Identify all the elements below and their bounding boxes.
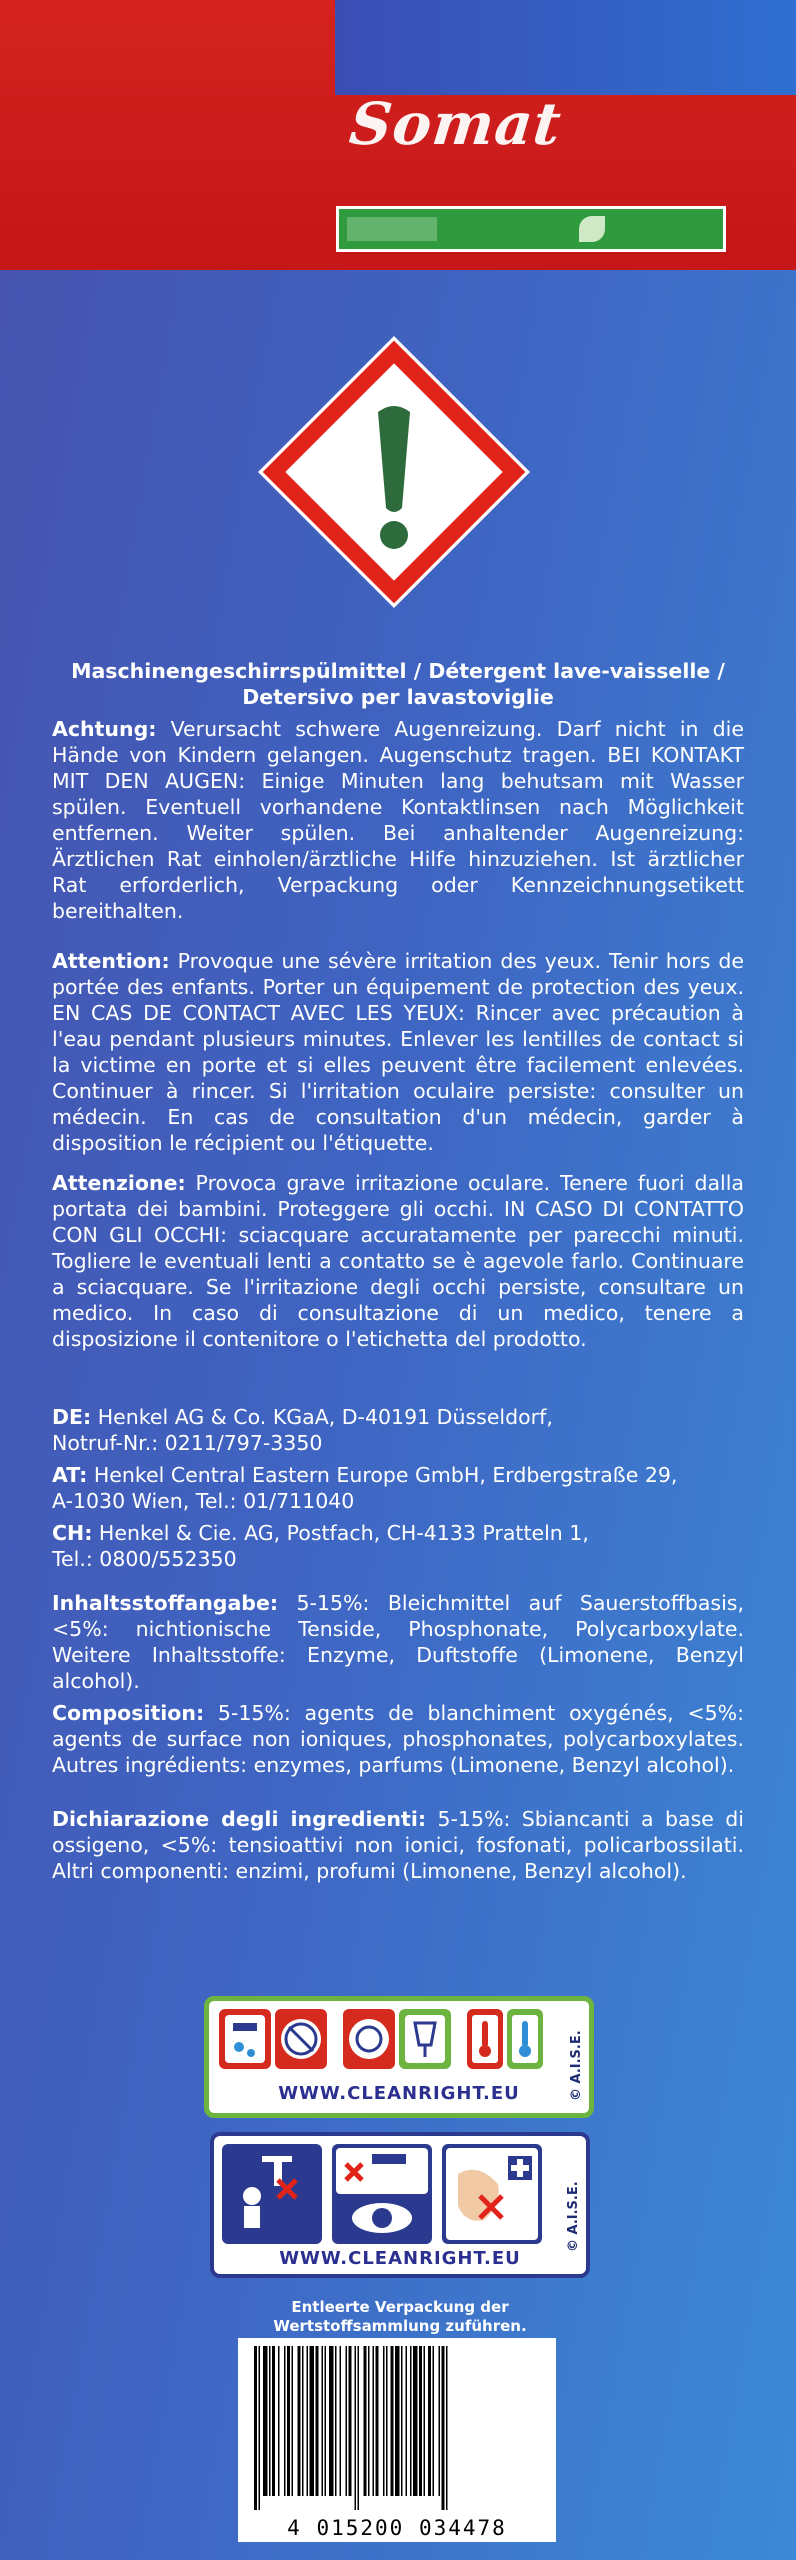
- address-de: [52, 1404, 744, 1456]
- barcode-bar: [335, 2346, 337, 2496]
- barcode-bar: [310, 2346, 315, 2496]
- barcode-bar: [340, 2346, 342, 2496]
- barcode-bar: [413, 2346, 418, 2496]
- ingredients-fr: [52, 1700, 744, 1778]
- barcode-bar: [292, 2346, 294, 2496]
- address-at-line2: A-1030 Wien, Tel.: 01/711040: [52, 1489, 355, 1513]
- ingredients-it: [52, 1806, 744, 1884]
- ingredients-de-text: 5-15%: Bleichmittel auf Sauerstoffbasis, <5%: nichtionische Tenside, Phosphonate, Polycarboxylate. Weitere Inhaltsstoffe: Enzyme, Duftstoffe (Limonene, Benzyl alcohol).: [52, 1591, 744, 1693]
- warning-de-label: Achtung:: [52, 717, 157, 741]
- leaf-icon: [579, 216, 605, 242]
- cleanright-usage-icons: [219, 2009, 549, 2071]
- cleanright-url-top: WWW.CLEANRIGHT.EU: [278, 2083, 520, 2104]
- address-de-line2: Notruf-Nr.: 0211/797-3350: [52, 1431, 323, 1455]
- temperature-low-icon: [507, 2009, 543, 2069]
- barcode-bar: [322, 2346, 324, 2496]
- warning-de: [52, 716, 744, 924]
- ingredients-fr-label: Composition:: [52, 1701, 205, 1725]
- glassware-icon: [399, 2009, 451, 2069]
- ingredients-it-label: Dichiarazione degli ingredienti:: [52, 1807, 427, 1831]
- cleanright-safety-box: [210, 2132, 590, 2278]
- barcode-bar: [346, 2346, 348, 2496]
- ingredients-it-text: 5-15%: Sbiancanti a base di ossigeno, <5%: tensioattivi non ionici, fosfonati, policarbossilati. Altri componenti: enzimi, profumi (Limonene, Benzyl alcohol).: [52, 1807, 744, 1883]
- barcode-bar: [395, 2346, 400, 2496]
- address-de-line1: Henkel AG & Co. KGaA, D-40191 Düsseldorf,: [91, 1405, 553, 1429]
- barcode-bar: [259, 2346, 261, 2510]
- barcode-bar: [254, 2346, 257, 2510]
- barcode-bar: [439, 2346, 441, 2496]
- product-title: Maschinengeschirrspülmittel / Détergent lave-vaisselle / Detersivo per lavastoviglie: [71, 659, 725, 709]
- top-blue-area: [335, 0, 796, 95]
- barcode-bar: [325, 2346, 327, 2496]
- barcode-bar: [383, 2346, 385, 2496]
- barcode-bar: [307, 2346, 309, 2496]
- barcode-bar: [278, 2346, 280, 2496]
- barcode-bar: [376, 2346, 379, 2496]
- barcode-digits: 4 015200 034478: [287, 2516, 507, 2540]
- barcode-bar: [391, 2346, 394, 2496]
- ingredients-de: [52, 1590, 744, 1694]
- brand-logo: Somat: [346, 90, 565, 158]
- barcode-bar: [329, 2346, 334, 2496]
- warning-it-text: Provoca grave irritazione oculare. Tenere fuori dalla portata dei bambini. Proteggere gli occhi. IN CASO DI CONTATTO CON GLI OCCHI: sciacquare accuratamente per parecchi minuti. Togliere le eventuali lenti a contatto se è agevole farlo. Continuare a sciacquare. Se l'irritazione degli occhi persiste, consultare un medico. In caso di consultazione di un medico, tenere a disposizione il contenitore o l'etichetta del prodotto.: [52, 1171, 744, 1351]
- address-at-label: AT:: [52, 1463, 88, 1487]
- dosing-icon: [219, 2009, 271, 2069]
- barcode-bar: [373, 2346, 375, 2496]
- address-ch-label: CH:: [52, 1521, 93, 1545]
- cleanright-safety-icons: [222, 2144, 542, 2244]
- warning-fr-label: Attention:: [52, 949, 170, 973]
- barcode-bar: [386, 2346, 388, 2496]
- aise-copyright-bottom: © A.I.S.E.: [566, 2181, 581, 2252]
- barcode-bar: [401, 2346, 403, 2496]
- barcode-bar: [428, 2346, 431, 2496]
- barcode-bar: [433, 2346, 435, 2496]
- barcode-bar: [355, 2346, 357, 2510]
- barcode-bar: [406, 2346, 408, 2496]
- ingredients-fr-text: 5-15%: agents de blanchiment oxygénés, <5%: agents de surface non ioniques, phosphonates, polycarboxylates. Autres ingrédients: enzymes, parfums (Limonene, Benzyl alcohol).: [52, 1701, 744, 1777]
- barcode-bar: [284, 2346, 286, 2496]
- barcode-bar: [298, 2346, 301, 2496]
- cleanright-url-bottom: WWW.CLEANRIGHT.EU: [279, 2248, 521, 2269]
- barcode-bar: [263, 2346, 268, 2496]
- barcode-bar: [269, 2346, 271, 2496]
- barcode-bars: [250, 2346, 544, 2510]
- avoid-eye-contact-icon: [332, 2144, 432, 2244]
- aise-copyright-top: © A.I.S.E.: [569, 2030, 584, 2101]
- warning-fr: [52, 948, 744, 1156]
- address-ch: [52, 1520, 744, 1572]
- barcode-bar: [349, 2346, 352, 2496]
- barcode-bar: [316, 2346, 319, 2496]
- recycling-strip: [336, 206, 726, 252]
- package-top-band: [0, 0, 796, 270]
- crockery-icon: [343, 2009, 395, 2069]
- warning-fr-text: Provoque une sévère irritation des yeux. Tenir hors de portée des enfants. Porter un équipement de protection des yeux. EN CAS DE CONTACT AVEC LES YEUX: Rincer avec précaution à l'eau pendant plusieurs minutes. Enlever les lentilles de contact si la victime en porte et si elles peuvent être facilement enlevées. Continuer à rincer. Si l'irritation oculaire persiste: consulter un médecin. En cas de consultation d'un médecin, garder à disposition le récipient ou l'étiquette.: [52, 949, 744, 1155]
- address-de-label: DE:: [52, 1405, 92, 1429]
- cleanright-usage-box: [204, 1996, 594, 2118]
- barcode-bar: [419, 2346, 422, 2496]
- barcode-bar: [302, 2346, 304, 2496]
- temperature-high-icon: [467, 2009, 503, 2069]
- barcode-bar: [368, 2346, 370, 2496]
- disposal-line1: Entleerte Verpackung der: [291, 2298, 509, 2316]
- barcode-bar: [272, 2346, 275, 2496]
- address-ch-line2: Tel.: 0800/552350: [52, 1547, 237, 1571]
- disposal-line2: Wertstoffsammlung zuführen.: [273, 2317, 527, 2335]
- ghs-exclamation-hazard-icon: [252, 330, 536, 614]
- barcode-bar: [287, 2346, 290, 2496]
- address-at: [52, 1462, 744, 1514]
- barcode-bar: [424, 2346, 426, 2496]
- strip-label-area: [347, 217, 437, 241]
- barcode-bar: [442, 2346, 445, 2510]
- warning-it: [52, 1170, 744, 1352]
- warning-it-label: Attenzione:: [52, 1171, 186, 1195]
- barcode-bar: [358, 2346, 360, 2510]
- do-not-swallow-icon: [442, 2144, 542, 2244]
- ean-barcode: [238, 2338, 556, 2542]
- barcode-bar: [410, 2346, 412, 2496]
- barcode-bar: [446, 2346, 448, 2510]
- warning-de-text: Verursacht schwere Augenreizung. Darf nicht in die Hände von Kindern gelangen. Augenschutz tragen. BEI KONTAKT MIT DEN AUGEN: Einige Minuten lang behutsam mit Wasser spülen. Eventuell vorhandene Kontaktlinsen nach Möglichkeit entfernen. Weiter spülen. Bei anhaltender Augenreizung: Ärztlichen Rat einholen/ärztliche Hilfe hinzuziehen. Ist ärztlicher Rat erforderlich, Verpackung oder Kennzeichnungsetikett bereithalten.: [52, 717, 744, 923]
- keep-away-from-children-icon: [222, 2144, 322, 2244]
- address-at-line1: Henkel Central Eastern Europe GmbH, Erdbergstraße 29,: [87, 1463, 678, 1487]
- address-ch-line1: Henkel & Cie. AG, Postfach, CH-4133 Pratteln 1,: [92, 1521, 589, 1545]
- disposal-note: [200, 2298, 600, 2336]
- ingredients-de-label: Inhaltsstoffangabe:: [52, 1591, 279, 1615]
- water-hardness-icon: [275, 2009, 327, 2069]
- barcode-bar: [364, 2346, 367, 2496]
